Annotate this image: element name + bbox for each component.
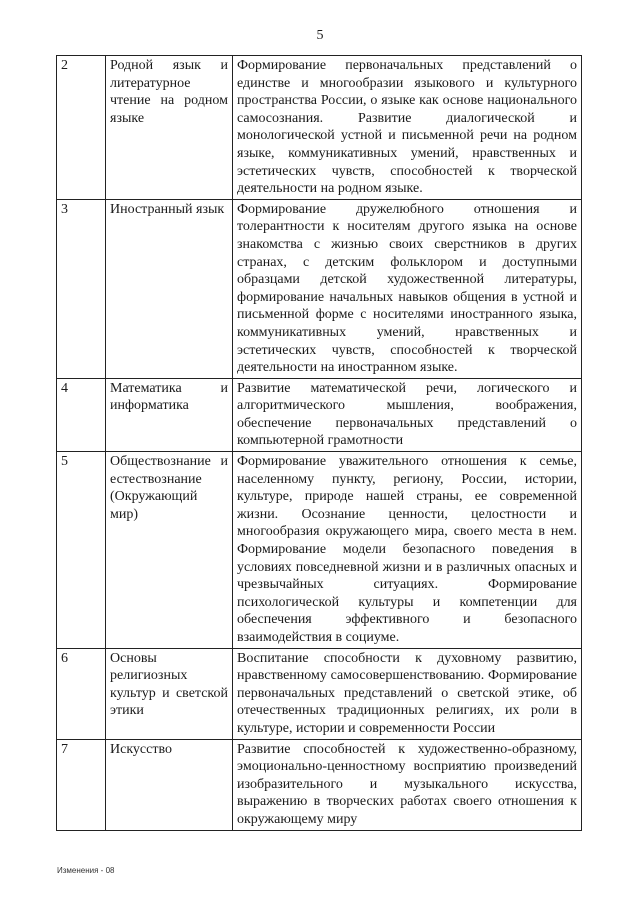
subject-description: Воспитание способности к духовному развитию, нравственному самосовершенствованию. Формирование первоначальных представлений о светской этике, об отечественных традиционных религиях, их роли в культуре, истории и современности России [233, 648, 582, 739]
subject-description: Формирование дружелюбного отношения и толерантности к носителям другого языка на основе знакомства с жизнью своих сверстников в других странах, с детским фольклором и доступными образцами детской художественной литературы, формирование начальных навыков общения в устной и письменной форме с носителями иностранного языка, коммуникативных умений, нравственных и эстетических чувств, способностей к творческой деятельности на иностранном языке. [233, 199, 582, 378]
revision-footer: Изменения - 08 [57, 866, 115, 875]
subject-description: Формирование первоначальных представлений о единстве и многообразии языкового и культурного пространства России, о языке как основе национального самосознания. Развитие диалогической и монологической устной и письменной речи на родном языке, коммуникативных умений, нравственных и эстетических чувств, способностей к творческой деятельности на родном языке. [233, 56, 582, 200]
subject-area: Родной язык и литературное чтение на родном языке [106, 56, 233, 200]
subject-description: Развитие способностей к художественно-образному, эмоционально-ценностному восприятию произведений изобразительного и музыкального искусства, выражению в творческих работах своего отношения к окружающему миру [233, 739, 582, 830]
table-row [57, 56, 582, 200]
row-number: 7 [57, 739, 106, 830]
row-number: 4 [57, 378, 106, 451]
subject-area: Математика и информатика [106, 378, 233, 451]
subject-description: Развитие математической речи, логического и алгоритмического мышления, воображения, обеспечение первоначальных представлений о компьютерной грамотности [233, 378, 582, 451]
row-number: 6 [57, 648, 106, 739]
page-number: 5 [316, 28, 324, 43]
row-number: 2 [57, 56, 106, 200]
subject-area: Иностранный язык [106, 199, 233, 378]
subjects-table [56, 55, 582, 831]
row-number: 3 [57, 199, 106, 378]
subject-description: Формирование уважительного отношения к семье, населенному пункту, региону, России, истории, культуре, природе нашей страны, ее современной жизни. Осознание ценности, целостности и многообразия окружающего мира, своего места в нем. Формирование модели безопасного поведения в условиях повседневной жизни и в различных опасных и чрезвычайных ситуациях. Формирование психологической культуры и компетенции для обеспечения эффективного и безопасного взаимодействия в социуме. [233, 452, 582, 649]
table-row [57, 739, 582, 830]
table-row [57, 648, 582, 739]
table-row [57, 378, 582, 451]
subject-area: Основы религиозных культур и светской этики [106, 648, 233, 739]
table-row [57, 452, 582, 649]
table-row [57, 199, 582, 378]
row-number: 5 [57, 452, 106, 649]
subject-area: Искусство [106, 739, 233, 830]
subject-area: Обществознание и естествознание (Окружающий мир) [106, 452, 233, 649]
